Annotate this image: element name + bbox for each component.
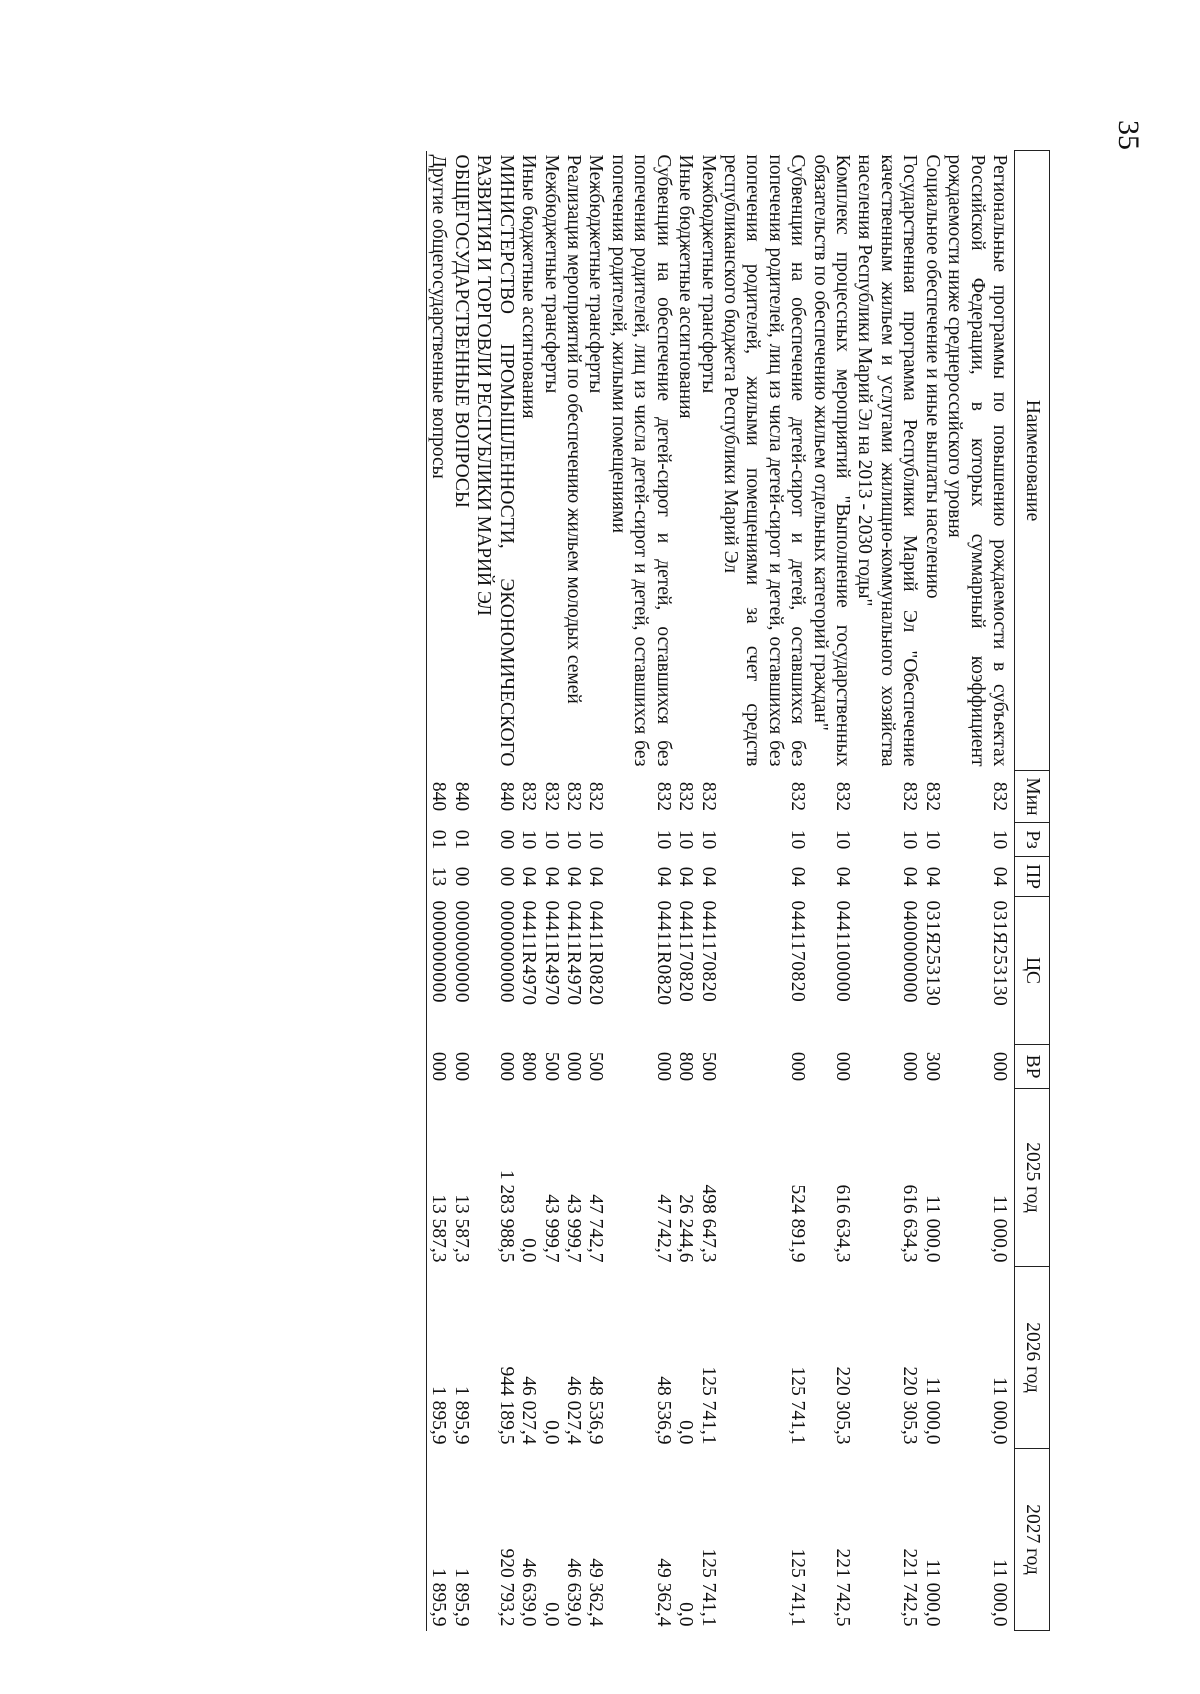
cell-min: 832	[697, 781, 719, 812]
cell-min: 840	[450, 781, 472, 812]
cell-name: Межбюджетные трансферты	[540, 154, 562, 394]
header-min: Мин	[1015, 771, 1050, 823]
cell-cs: 0441100000	[832, 900, 854, 1003]
cell-y2025: 47 742,7	[652, 1194, 674, 1263]
cell-name: Межбюджетные трансферты	[697, 154, 719, 394]
header-2026: 2026 год	[1015, 1267, 1050, 1449]
cell-pr: 04	[832, 866, 854, 887]
header-cs: ЦС	[1015, 897, 1050, 1045]
cell-rz: 10	[562, 829, 584, 850]
header-pr: ПР	[1015, 857, 1050, 897]
table-row	[808, 151, 853, 1631]
table-row	[696, 151, 718, 1631]
cell-min: 832	[989, 781, 1010, 812]
cell-y2025: 26 244,6	[675, 1194, 697, 1263]
cell-pr: 00	[495, 866, 517, 887]
cell-rz: 01	[450, 829, 472, 850]
cell-min: 832	[899, 781, 921, 812]
cell-cs: 04411R4970	[562, 900, 584, 1006]
cell-y2025: 43 999,7	[540, 1194, 562, 1263]
cell-vr: 800	[675, 1051, 697, 1082]
cell-y2026: 0,0	[675, 1420, 697, 1445]
cell-y2027: 1 895,9	[427, 1449, 450, 1631]
cell-min: 832	[652, 781, 674, 812]
cell-cs: 0441170820	[787, 900, 809, 1003]
table-row	[584, 151, 606, 1631]
cell-y2026: 0,0	[540, 1420, 562, 1445]
cell-y2025: 616 634,3	[832, 1184, 854, 1263]
cell-y2025: 13 587,3	[427, 1089, 450, 1267]
cell-name: Другие общегосударственные вопросы	[427, 151, 450, 771]
cell-y2026: 46 027,4	[562, 1376, 584, 1445]
cell-y2027: 125 741,1	[787, 1548, 809, 1627]
rotated-page-content	[190, 150, 1050, 1630]
cell-vr: 000	[495, 1051, 517, 1082]
cell-pr: 04	[562, 866, 584, 887]
budget-table	[426, 150, 1050, 1631]
cell-cs: 04411R4970	[518, 900, 540, 1006]
cell-name: Реализация мероприятий по обеспечению жильем молодых семей	[562, 154, 584, 704]
cell-vr: 500	[697, 1051, 719, 1082]
cell-name: Иные бюджетные ассигнования	[518, 154, 540, 419]
cell-y2026: 944 189,5	[495, 1366, 517, 1445]
cell-rz: 10	[899, 829, 921, 850]
page-number: 35	[1112, 120, 1145, 150]
cell-y2027: 46 639,0	[562, 1558, 584, 1627]
cell-y2026: 11 000,0	[921, 1376, 943, 1445]
cell-vr: 000	[832, 1051, 854, 1082]
cell-rz: 10	[989, 829, 1010, 850]
cell-min: 832	[921, 781, 943, 812]
cell-y2027: 11 000,0	[921, 1558, 943, 1627]
table-row	[674, 151, 696, 1631]
header-rz: Рз	[1015, 823, 1050, 857]
cell-pr: 04	[921, 866, 943, 887]
cell-vr: 500	[585, 1051, 607, 1082]
cell-y2025: 11 000,0	[921, 1194, 943, 1263]
header-name: Наименование	[1015, 151, 1050, 771]
cell-y2027: 221 742,5	[832, 1548, 854, 1627]
cell-rz: 10	[697, 829, 719, 850]
table-row	[472, 151, 517, 1631]
cell-pr: 04	[585, 866, 607, 887]
cell-pr: 04	[675, 866, 697, 887]
cell-y2025: 13 587,3	[450, 1194, 472, 1263]
cell-rz: 10	[787, 829, 809, 850]
table-row	[853, 151, 920, 1631]
cell-cs: 0441170820	[675, 900, 697, 1003]
cell-rz: 10	[921, 829, 943, 850]
cell-y2027: 125 741,1	[697, 1548, 719, 1627]
table-row	[449, 151, 471, 1631]
cell-cs: 031Я253130	[989, 900, 1010, 1007]
cell-name: Субвенции на обеспечение детей-сирот и детей, оставшихся без попечения родителей, лиц из числа детей-сирот и детей, оставшихся без попечения родителей, жилыми помещениями	[607, 154, 674, 767]
cell-cs: 0000000000	[427, 897, 450, 1045]
cell-pr: 04	[652, 866, 674, 887]
cell-vr: 000	[562, 1051, 584, 1082]
cell-vr: 000	[899, 1051, 921, 1082]
cell-y2027: 221 742,5	[899, 1548, 921, 1627]
cell-y2026: 11 000,0	[989, 1376, 1010, 1445]
cell-rz: 01	[427, 823, 450, 857]
cell-pr: 00	[450, 866, 472, 887]
table-row	[719, 151, 809, 1631]
cell-vr: 300	[921, 1051, 943, 1082]
cell-cs: 04411R0820	[652, 900, 674, 1006]
cell-min: 832	[675, 781, 697, 812]
cell-y2025: 0,0	[518, 1238, 540, 1263]
cell-y2026: 220 305,3	[832, 1366, 854, 1445]
table-row	[943, 151, 1015, 1631]
cell-name: Социальное обеспечение и иные выплаты населению	[921, 154, 943, 599]
cell-cs: 031Я253130	[921, 900, 943, 1007]
cell-vr: 000	[652, 1051, 674, 1082]
cell-min: 832	[540, 781, 562, 812]
cell-y2026: 125 741,1	[697, 1366, 719, 1445]
cell-y2025: 43 999,7	[562, 1194, 584, 1263]
cell-pr: 04	[899, 866, 921, 887]
table-row	[562, 151, 584, 1631]
cell-rz: 10	[585, 829, 607, 850]
cell-cs: 0000000000	[450, 900, 472, 1003]
cell-y2025: 524 891,9	[787, 1184, 809, 1263]
cell-y2027: 0,0	[540, 1602, 562, 1627]
cell-rz: 10	[652, 829, 674, 850]
cell-min: 832	[518, 781, 540, 812]
cell-min: 832	[562, 781, 584, 812]
cell-name: ОБЩЕГОСУДАРСТВЕННЫЕ ВОПРОСЫ	[450, 154, 472, 508]
cell-name: Межбюджетные трансферты	[585, 154, 607, 394]
cell-vr: 800	[518, 1051, 540, 1082]
cell-y2027: 1 895,9	[450, 1568, 472, 1627]
table-row	[920, 151, 942, 1631]
cell-name: Иные бюджетные ассигнования	[675, 154, 697, 419]
cell-rz: 10	[518, 829, 540, 850]
cell-y2026: 220 305,3	[899, 1366, 921, 1445]
cell-min: 832	[787, 781, 809, 812]
table-row	[517, 151, 539, 1631]
cell-min: 840	[427, 771, 450, 823]
header-2025: 2025 год	[1015, 1089, 1050, 1267]
cell-name: Региональные программы по повышению рождаемости в субъектах Российской Федерации, в которых суммарный коэффициент рождаемости ниже среднероссийского уровня	[944, 154, 1010, 767]
cell-cs: 04411R4970	[540, 900, 562, 1006]
cell-y2026: 48 536,9	[585, 1376, 607, 1445]
cell-y2027: 11 000,0	[989, 1558, 1010, 1627]
cell-y2026: 1 895,9	[427, 1267, 450, 1449]
cell-y2025: 47 742,7	[585, 1194, 607, 1263]
cell-pr: 04	[697, 866, 719, 887]
cell-name: Субвенции на обеспечение детей-сирот и детей, оставшихся без попечения родителей, лиц из числа детей-сирот и детей, оставшихся без попечения родителей, жилыми помещениями за счет средств республиканского бюджета Республики Марий Эл	[719, 154, 809, 767]
cell-min: 832	[832, 781, 854, 812]
cell-name: МИНИСТЕРСТВО ПРОМЫШЛЕННОСТИ, ЭКОНОМИЧЕСКОГО РАЗВИТИЯ И ТОРГОВЛИ РЕСПУБЛИКИ МАРИЙ ЭЛ	[473, 154, 517, 767]
table-header-row	[1015, 151, 1050, 1631]
cell-pr: 04	[787, 866, 809, 887]
cell-rz: 10	[832, 829, 854, 850]
cell-y2026: 46 027,4	[518, 1376, 540, 1445]
cell-cs: 04411R0820	[585, 900, 607, 1006]
cell-cs: 0400000000	[899, 900, 921, 1003]
cell-vr: 000	[989, 1051, 1010, 1082]
cell-y2027: 49 362,4	[585, 1558, 607, 1627]
table-body	[427, 151, 1015, 1631]
cell-y2027: 49 362,4	[652, 1558, 674, 1627]
cell-min: 840	[495, 781, 517, 812]
table-row	[606, 151, 673, 1631]
table-row	[539, 151, 561, 1631]
cell-name: Государственная программа Республики Марий Эл "Обеспечение качественным жильем и услугами жилищно-коммунального хозяйства населения Республики Марий Эл на 2013 - 2030 годы"	[854, 154, 921, 767]
cell-pr: 13	[427, 857, 450, 897]
cell-y2025: 1 283 988,5	[495, 1169, 517, 1263]
header-2027: 2027 год	[1015, 1449, 1050, 1631]
cell-rz: 00	[495, 829, 517, 850]
cell-vr: 000	[427, 1045, 450, 1089]
cell-y2025: 616 634,3	[899, 1184, 921, 1263]
cell-vr: 000	[787, 1051, 809, 1082]
cell-y2026: 48 536,9	[652, 1376, 674, 1445]
cell-rz: 10	[675, 829, 697, 850]
cell-y2026: 125 741,1	[787, 1366, 809, 1445]
cell-vr: 500	[540, 1051, 562, 1082]
cell-rz: 10	[540, 829, 562, 850]
cell-cs: 0441170820	[697, 900, 719, 1003]
cell-vr: 000	[450, 1051, 472, 1082]
cell-pr: 04	[518, 866, 540, 887]
cell-y2027: 0,0	[675, 1602, 697, 1627]
cell-cs: 0000000000	[495, 900, 517, 1003]
table-row	[427, 151, 450, 1631]
cell-y2027: 920 793,2	[495, 1548, 517, 1627]
cell-y2025: 11 000,0	[989, 1194, 1010, 1263]
cell-pr: 04	[989, 866, 1010, 887]
cell-pr: 04	[540, 866, 562, 887]
cell-name: Комплекс процессных мероприятий "Выполнение государственных обязательств по обеспечению жильем отдельных категорий граждан"	[809, 154, 854, 767]
cell-y2026: 1 895,9	[450, 1386, 472, 1445]
cell-y2025: 498 647,3	[697, 1184, 719, 1263]
cell-y2027: 46 639,0	[518, 1558, 540, 1627]
header-vr: ВР	[1015, 1045, 1050, 1089]
cell-min: 832	[585, 781, 607, 812]
